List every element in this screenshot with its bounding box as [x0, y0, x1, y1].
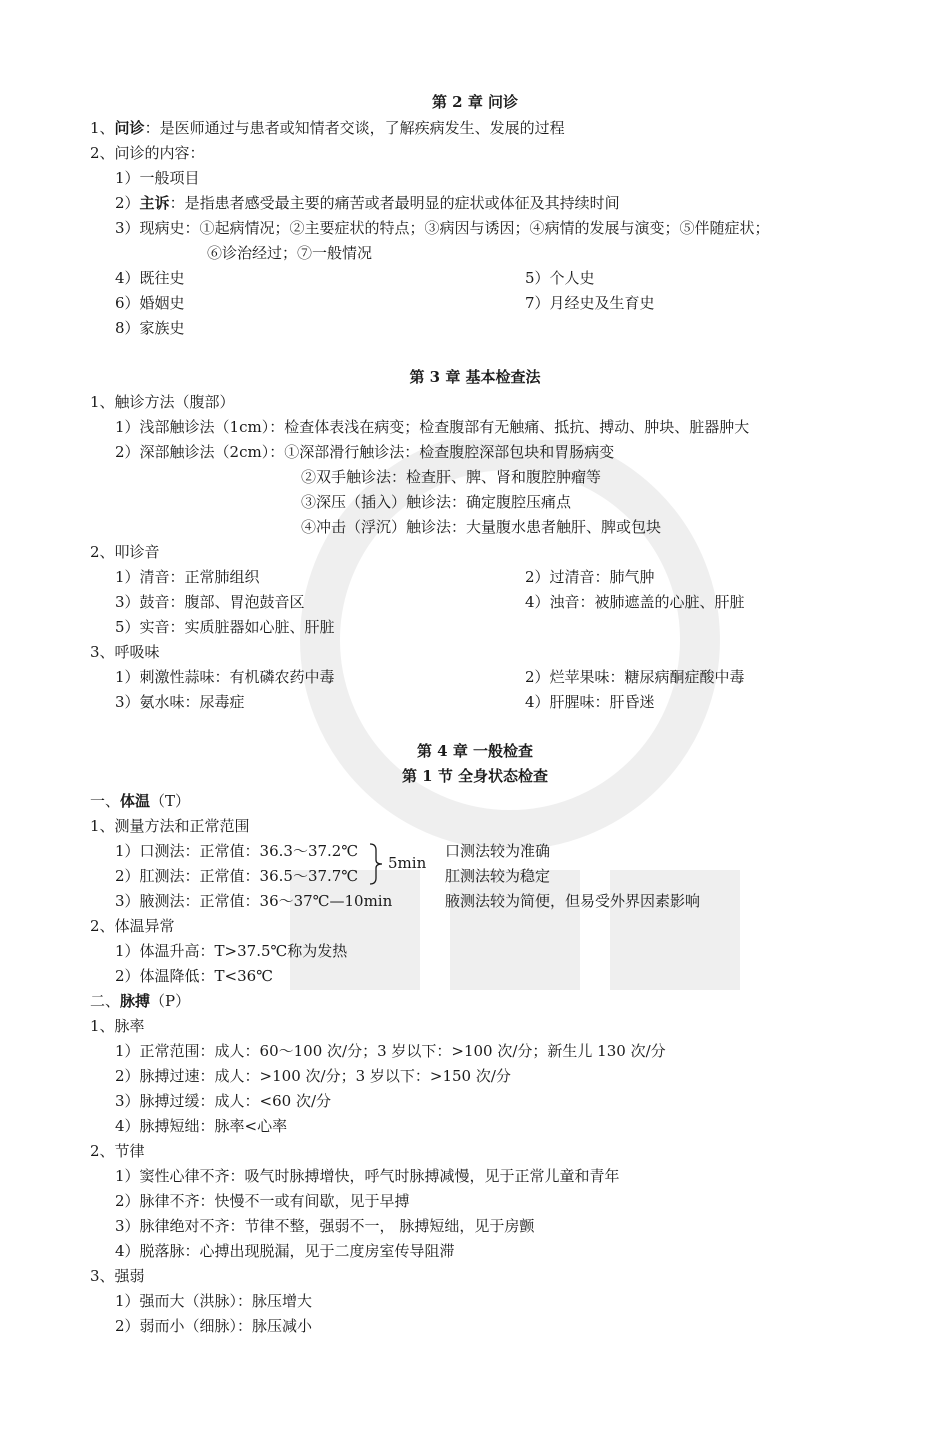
- temp-oral-note: 口测法较为准确: [445, 842, 551, 860]
- temp-section-2: 2、体温异常: [90, 917, 175, 935]
- brace-icon: [368, 842, 388, 886]
- ch2-content-1: 1）一般项目: [115, 169, 200, 187]
- term-inquiry: 问诊: [114, 119, 145, 137]
- chapter-2-title: 第 2 章 问诊: [431, 93, 519, 111]
- ch2-item-2: 2、问诊的内容：: [90, 144, 205, 162]
- temp-rectal-note: 肛测法较为稳定: [445, 867, 551, 885]
- ch3-percussion-5: 5）实音：实质脏器如心脏、肝脏: [115, 618, 335, 636]
- ch3-palpation-2c: ③深压（插入）触诊法：确定腹腔压痛点: [301, 493, 572, 511]
- ch2-content-8: 8）家族史: [115, 319, 185, 337]
- ch2-content-7: 7）月经史及生育史: [525, 294, 655, 312]
- ch2-item-1: 1、问诊：是医师通过与患者或知情者交谈，了解疾病发生、发展的过程: [90, 119, 565, 137]
- ch3-palpation-2b: ②双手触诊法：检查肝、脾、肾和腹腔肿瘤等: [301, 468, 602, 486]
- pulse-rhythm-2: 2）脉律不齐：快慢不一或有间歇，见于早搏: [115, 1192, 410, 1210]
- pulse-rhythm-1: 1）窦性心律不齐：吸气时脉搏增快，呼气时脉搏减慢，见于正常儿童和青年: [115, 1167, 620, 1185]
- ch2-content-4: 4）既往史: [115, 269, 185, 287]
- temp-low: 2）体温降低：T<36℃: [115, 967, 273, 985]
- ch3-percussion-4: 4）浊音：被肺遮盖的心脏、肝脏: [525, 593, 745, 611]
- term-chief-complaint: 主诉: [139, 194, 170, 212]
- ch3-section-3: 3、呼吸味: [90, 643, 160, 661]
- pulse-section-3: 3、强弱: [90, 1267, 145, 1285]
- ch2-content-2: 2）主诉：是指患者感受最主要的痛苦或者最明显的症状或体征及其持续时间: [115, 194, 620, 212]
- ch3-section-1: 1、触诊方法（腹部）: [90, 393, 235, 411]
- pulse-rate-3: 3）脉搏过缓：成人：<60 次/分: [115, 1092, 332, 1110]
- pulse-section-1: 1、脉率: [90, 1017, 145, 1035]
- pulse-rate-4: 4）脉搏短绌：脉率<心率: [115, 1117, 288, 1135]
- pulse-strength-1: 1）强而大（洪脉）：脉压增大: [115, 1292, 313, 1310]
- pulse-rhythm-3: 3）脉律绝对不齐：节律不整，强弱不一， 脉搏短绌，见于房颤: [115, 1217, 535, 1235]
- pulse-rhythm-4: 4）脱落脉：心搏出现脱漏，见于二度房室传导阻滞: [115, 1242, 455, 1260]
- section-1-title: 第 1 节 全身状态检查: [401, 767, 549, 785]
- ch2-content-6: 6）婚姻史: [115, 294, 185, 312]
- temp-axillary-note: 腋测法较为简便，但易受外界因素影响: [445, 892, 701, 910]
- ch2-content-3-cont: ⑥诊治经过；⑦一般情况: [207, 244, 373, 262]
- brace-5min-label: 5min: [388, 854, 427, 872]
- ch3-breath-4: 4）肝腥味：肝昏迷: [525, 693, 655, 711]
- ch3-breath-2: 2）烂苹果味：糖尿病酮症酸中毒: [525, 668, 745, 686]
- chapter-3-title: 第 3 章 基本检查法: [409, 368, 541, 386]
- ch3-percussion-2: 2）过清音：肺气肿: [525, 568, 655, 586]
- temp-rectal: 2）肛测法：正常值：36.5～37.7℃: [115, 867, 359, 885]
- temp-section-1: 1、测量方法和正常范围: [90, 817, 250, 835]
- ch3-breath-3: 3）氨水味：尿毒症: [115, 693, 245, 711]
- ch3-palpation-2: 2）深部触诊法（2cm）：①深部滑行触诊法：检查腹腔深部包块和胃肠病变: [115, 443, 615, 461]
- ch2-content-3: 3）现病史：①起病情况；②主要症状的特点；③病因与诱因；④病情的发展与演变；⑤伴随症状；: [115, 219, 770, 237]
- pulse-rate-2: 2）脉搏过速：成人：>100 次/分；3 岁以下：>150 次/分: [115, 1067, 511, 1085]
- temp-axillary: 3）腋测法：正常值：36～37℃—10min: [115, 892, 393, 910]
- ch2-content-5: 5）个人史: [525, 269, 595, 287]
- ch3-percussion-3: 3）鼓音：腹部、胃泡鼓音区: [115, 593, 305, 611]
- ch3-section-2: 2、叩诊音: [90, 543, 160, 561]
- temp-oral: 1）口测法：正常值：36.3～37.2℃: [115, 842, 359, 860]
- pulse-rate-1: 1）正常范围：成人：60～100 次/分；3 岁以下：>100 次/分；新生儿 130 次/分: [115, 1042, 666, 1060]
- temp-high: 1）体温升高：T>37.5℃称为发热: [115, 942, 348, 960]
- ch3-percussion-1: 1）清音：正常肺组织: [115, 568, 260, 586]
- ch3-palpation-1: 1）浅部触诊法（1cm）：检查体表浅在病变；检查腹部有无触痛、抵抗、搏动、肿块、脏器肿大: [115, 418, 750, 436]
- temperature-heading: 一、体温（T）: [90, 792, 191, 810]
- ch3-breath-1: 1）刺激性蒜味：有机磷农药中毒: [115, 668, 335, 686]
- pulse-section-2: 2、节律: [90, 1142, 145, 1160]
- chapter-4-title: 第 4 章 一般检查: [416, 742, 534, 760]
- pulse-strength-2: 2）弱而小（细脉）：脉压减小: [115, 1317, 313, 1335]
- ch3-palpation-2d: ④冲击（浮沉）触诊法：大量腹水患者触肝、脾或包块: [301, 518, 662, 536]
- pulse-heading: 二、脉搏（P）: [90, 992, 191, 1010]
